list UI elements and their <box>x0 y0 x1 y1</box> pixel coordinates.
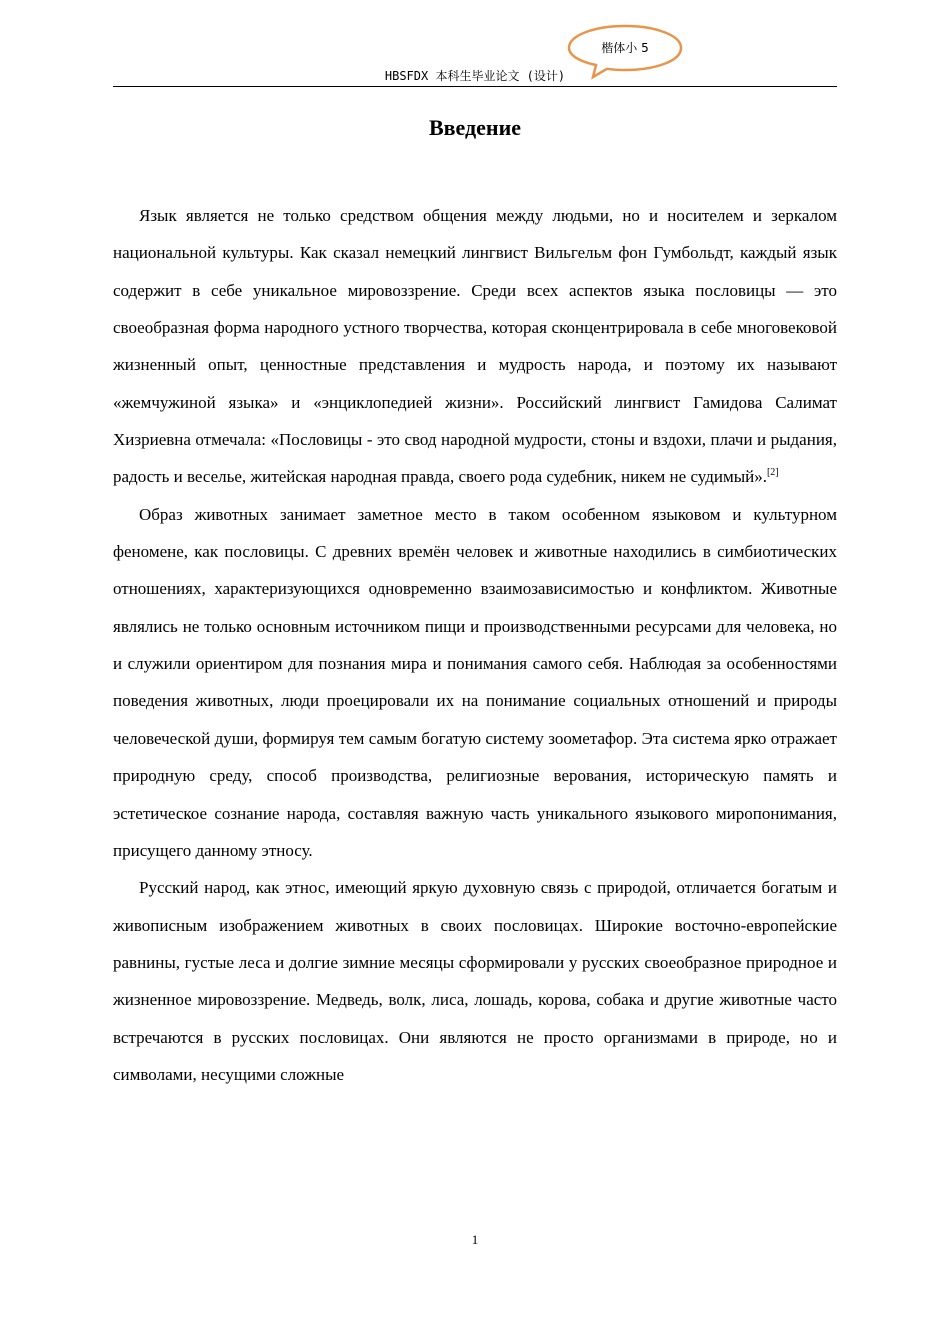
paragraph-text: Русский народ, как этнос, имеющий яркую духовную связь с природой, отличается богатым и живописным изображением животных в своих пословицах. Широкие восточно-европейские равнины, густые леса и долгие зимние месяцы сформировали у русских своеобразное природное и жизненное мировоззрение. Медведь, волк, лиса, лошадь, корова, собака и другие животные часто встречаются в русских пословицах. Они являются не просто организмами в природе, но и символами, несущими сложные <box>113 878 837 1084</box>
body-text <box>113 197 837 1093</box>
paragraph-text: Образ животных занимает заметное место в таком особенном языковом и культурном феномене, как пословицы. С древних времён человек и животные находились в симбиотических отношениях, характеризующихся одновременно взаимозависимостью и конфликтом. Животные являлись не только основным источником пищи и производственными ресурсами для человека, но и служили ориентиром для познания мира и понимания самого себя. Наблюдая за особенностями поведения животных, люди проецировали их на понимание социальных отношений и природы человеческой души, формируя тем самым богатую систему зоометафор. Эта система ярко отражает природную среду, способ производства, религиозные верования, историческую память и эстетическое сознание народа, составляя важную часть уникального языкового миропонимания, присущего данному этносу. <box>113 504 837 860</box>
header-text: HBSFDX 本科生毕业论文 (设计) <box>384 69 566 83</box>
annotation-text: 楷体小 5 <box>601 41 649 55</box>
annotation-bubble <box>566 24 684 80</box>
section-title: Введение <box>428 115 522 140</box>
paragraph <box>113 496 837 869</box>
page-header <box>113 66 837 87</box>
page-number: 1 <box>471 1232 479 1247</box>
paragraph <box>113 197 837 496</box>
paragraph-text: Язык является не только средством общения между людьми, но и носителем и зеркалом национальной культуры. Как сказал немецкий лингвист Вильгельм фон Гумбольдт, каждый язык содержит в себе уникальное мировоззрение. Среди всех аспектов языка пословицы — это своеобразная форма народного устного творчества, которая сконцентрировала в себе многовековой жизненный опыт, ценностные представления и мудрость народа, и поэтому их называют «жемчужиной языка» и «энциклопедией жизни». Российский лингвист Гамидова Салимат Хизриевна отмечала: «Пословицы - это свод народной мудрости, стоны и вздохи, плачи и рыдания, радость и веселье, житейская народная правда, своего рода судебник, никем не судимый». <box>113 206 837 487</box>
paragraph <box>113 869 837 1093</box>
citation-ref: [2] <box>766 467 779 479</box>
